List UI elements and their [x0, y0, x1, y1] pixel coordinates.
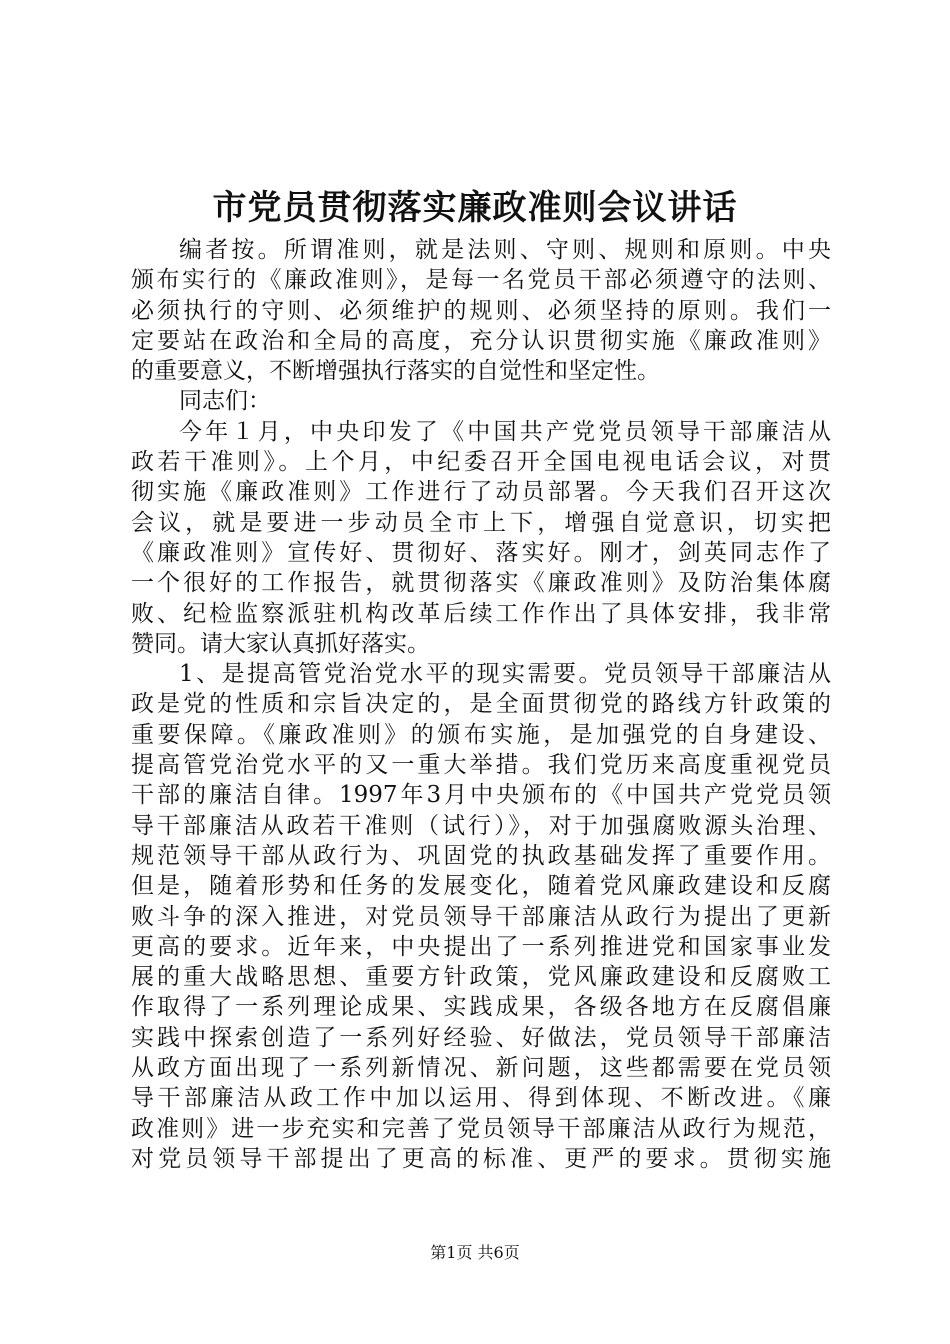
body-line: 重要保障。《廉政准则》的颁布实施，是加强党的自身建设、 — [131, 721, 831, 748]
body-line: 规范领导干部从政行为、巩固党的执政基础发挥了重要作用。 — [131, 842, 831, 869]
body-line: 赞同。请大家认真抓好落实。 — [131, 630, 430, 657]
body-line: 但是，随着形势和任务的发展变化，随着党风廉政建设和反腐 — [131, 873, 831, 900]
document-body — [131, 235, 831, 1174]
body-line: 导干部廉洁从政工作中加以运用、得到体现、不断改进。《廉 — [131, 1085, 831, 1112]
body-line: 展的重大战略思想、重要方针政策，党风廉政建设和反腐败工 — [131, 964, 831, 991]
body-line: 实践中探索创造了一系列好经验、好做法，党员领导干部廉洁 — [131, 1024, 831, 1051]
body-line: 必须执行的守则、必须维护的规则、必须坚持的原则。我们一 — [131, 297, 831, 324]
page-footer: 第1页 共6页 — [430, 1243, 520, 1262]
body-line: 政是党的性质和宗旨决定的，是全面贯彻党的路线方针政策的 — [131, 691, 831, 718]
body-line: 彻实施《廉政准则》工作进行了动员部署。今天我们召开这次 — [131, 479, 831, 506]
body-line: 政准则》进一步充实和完善了党员领导干部廉洁从政行为规范， — [131, 1115, 831, 1142]
body-line: 败斗争的深入推进，对党员领导干部廉洁从政行为提出了更新 — [131, 903, 831, 930]
body-line: 干部的廉洁自律。1997年3月中央颁布的《中国共产党党员领 — [131, 782, 831, 809]
body-line: 对党员领导干部提出了更高的标准、更严的要求。贯彻实施 — [131, 1145, 831, 1172]
document-title: 市党员贯彻落实廉政准则会议讲话 — [212, 188, 738, 228]
body-line: 《廉政准则》宣传好、贯彻好、落实好。刚才，剑英同志作了 — [131, 539, 831, 566]
body-line: 定要站在政治和全局的高度，充分认识贯彻实施《廉政准则》 — [131, 327, 831, 354]
body-line: 一个很好的工作报告，就贯彻落实《廉政准则》及防治集体腐 — [131, 570, 831, 597]
body-line: 颁布实行的《廉政准则》，是每一名党员干部必须遵守的法则、 — [131, 267, 831, 294]
body-line: 提高管党治党水平的又一重大举措。我们党历来高度重视党员 — [131, 752, 831, 779]
body-line: 作取得了一系列理论成果、实践成果，各级各地方在反腐倡廉 — [131, 994, 831, 1021]
body-line: 会议，就是要进一步动员全市上下，增强自觉意识，切实把 — [131, 509, 831, 536]
body-line: 同志们： — [179, 388, 271, 415]
body-line: 导干部廉洁从政若干准则（试行）》，对于加强腐败源头治理、 — [131, 812, 831, 839]
body-line: 的重要意义，不断增强执行落实的自觉性和坚定性。 — [131, 358, 660, 385]
body-line: 从政方面出现了一系列新情况、新问题，这些都需要在党员领 — [131, 1055, 831, 1082]
body-line: 1、是提高管党治党水平的现实需要。党员领导干部廉洁从 — [179, 661, 831, 688]
body-line: 编者按。所谓准则，就是法则、守则、规则和原则。中央 — [179, 237, 831, 263]
body-line: 政若干准则》。上个月，中纪委召开全国电视电话会议，对贯 — [131, 449, 831, 476]
body-line: 今年１月，中央印发了《中国共产党党员领导干部廉洁从 — [179, 418, 831, 445]
body-line: 败、纪检监察派驻机构改革后续工作作出了具体安排，我非常 — [131, 600, 831, 627]
body-line: 更高的要求。近年来，中央提出了一系列推进党和国家事业发 — [131, 933, 831, 960]
